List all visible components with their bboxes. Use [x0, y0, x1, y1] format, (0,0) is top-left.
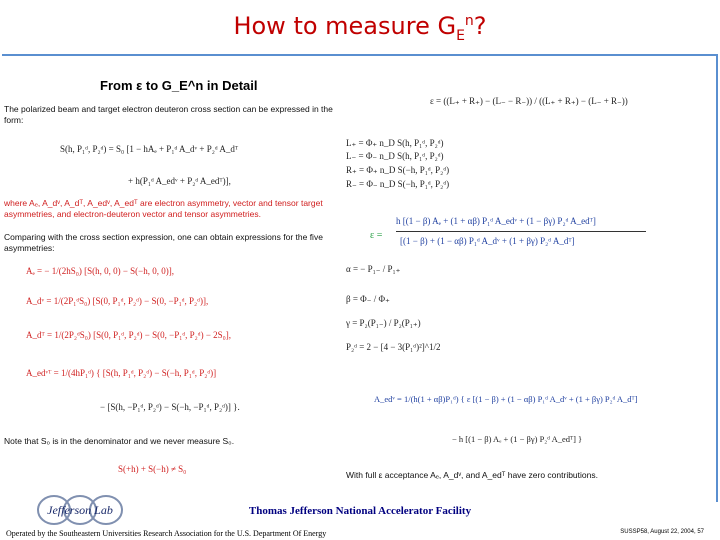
intro-text: The polarized beam and target electron deuteron cross section can be expressed in the form:: [4, 104, 333, 125]
rate-eq-3: R₊ = Φ₊ n_D S(−h, P₁ᵈ, P₂ᵈ): [346, 165, 450, 175]
right-border: [716, 54, 718, 502]
aedv-eq-line2: − h [(1 − β) Aₑ + (1 − βγ) P₂ᵈ A_edᵀ] }: [452, 434, 583, 444]
rate-eq-1: L₊ = Φ₊ n_D S(h, P₁ᵈ, P₂ᵈ): [346, 138, 444, 148]
eq-aedvt-line2: − [S(h, −P₁ᵈ, P₂ᵈ) − S(−h, −P₁ᵈ, P₂ᵈ)] }.: [100, 402, 240, 412]
beta-def: β = Φ₋ / Φ₊: [346, 294, 390, 304]
section-heading: From ε to G_E^n in Detail: [100, 78, 258, 93]
epsilon-definition: ε = ((L₊ + R₊) − (L₋ − R₋)) / ((L₊ + R₊) − (L₋ + R₋)): [430, 96, 628, 106]
p2-def: P₂ᵈ = 2 − [4 − 3(P₁ᵈ)²]^1/2: [346, 342, 441, 352]
note-text: Note that S₀ is in the denominator and we never measure S₀.: [4, 436, 235, 446]
lab-name: Thomas Jefferson National Accelerator Facility: [248, 505, 472, 517]
inequality: S(+h) + S(−h) ≠ S₀: [118, 464, 187, 474]
eq-aedvt-line1: A_edᵛᵀ = 1/(4hP₁ᵈ) { [S(h, P₁ᵈ, P₂ᵈ) − S(−h, P₁ᵈ, P₂ᵈ)]: [26, 368, 217, 378]
header-divider: [2, 54, 718, 56]
conference-date: SUSSP58, August 22, 2004, 57: [620, 529, 704, 535]
asymmetry-definition: where Aₑ, A_dᵛ, A_dᵀ, A_edᵛ, A_edᵀ are electron asymmetry, vector and tensor target asymmetries, and electron-deuteron vector and tensor asymmetries.: [4, 198, 323, 219]
slide-title: How to measure $G_E^n$?: [233, 12, 487, 44]
full-acceptance-note: With full ε acceptance Aₑ, A_dᵛ, and A_edᵀ have zero contributions.: [346, 470, 598, 480]
epsilon-denominator: [(1 − β) + (1 − αβ) P₁ᵈ A_dᵛ + (1 + βγ) P₂ᵈ A_dᵀ]: [400, 236, 575, 246]
rate-eq-2: L₋ = Φ₋ n_D S(h, P₁ᵈ, P₂ᵈ): [346, 151, 444, 161]
logo-text: Jefferson Lab: [47, 503, 113, 517]
aedv-eq-line1: A_edᵛ = 1/(h(1 + αβ)P₁ᵈ) { ε [(1 − β) + (1 − αβ) P₁ᵈ A_dᵛ + (1 + βγ) P₂ᵈ A_dᵀ]: [374, 394, 638, 404]
gamma-def: γ = P₂(P₁₋) / P₂(P₁₊): [346, 318, 421, 328]
epsilon-label: ε =: [370, 230, 383, 241]
fraction-bar: [396, 231, 646, 232]
eq-ae: Aₑ = − 1/(2hS₀) [S(h, 0, 0) − S(−h, 0, 0)],: [26, 266, 174, 276]
operator-note: Operated by the Southeastern Universities Research Association for the U.S. Department Of Energy: [6, 529, 327, 538]
rate-eq-4: R₋ = Φ₋ n_D S(−h, P₁ᵈ, P₂ᵈ): [346, 179, 450, 189]
cross-section-eq-line2: + h(P₁ᵈ A_edᵛ + P₂ᵈ A_edᵀ)],: [128, 176, 231, 186]
eq-adt: A_dᵀ = 1/(2P₂ᵈS₀) [S(0, P₁ᵈ, P₂ᵈ) − S(0, −P₁ᵈ, P₂ᵈ) − 2S₀],: [26, 330, 232, 340]
eq-adv: A_dᵛ = 1/(2P₁ᵈS₀) [S(0, P₁ᵈ, P₂ᵈ) − S(0, −P₁ᵈ, P₂ᵈ)],: [26, 296, 209, 306]
alpha-def: α = − P₁₋ / P₁₊: [346, 264, 401, 274]
cross-section-eq-line1: S(h, P₁ᵈ, P₂ᵈ) = S₀ [1 − hAₑ + P₁ᵈ A_dᵛ + P₂ᵈ A_dᵀ: [60, 144, 239, 154]
compare-text: Comparing with the cross section expression, one can obtain expressions for the five asymmetries:: [4, 232, 323, 253]
epsilon-numerator: h [(1 − β) Aₑ + (1 + αβ) P₁ᵈ A_edᵛ + (1 − βγ) P₂ᵈ A_edᵀ]: [396, 216, 596, 226]
